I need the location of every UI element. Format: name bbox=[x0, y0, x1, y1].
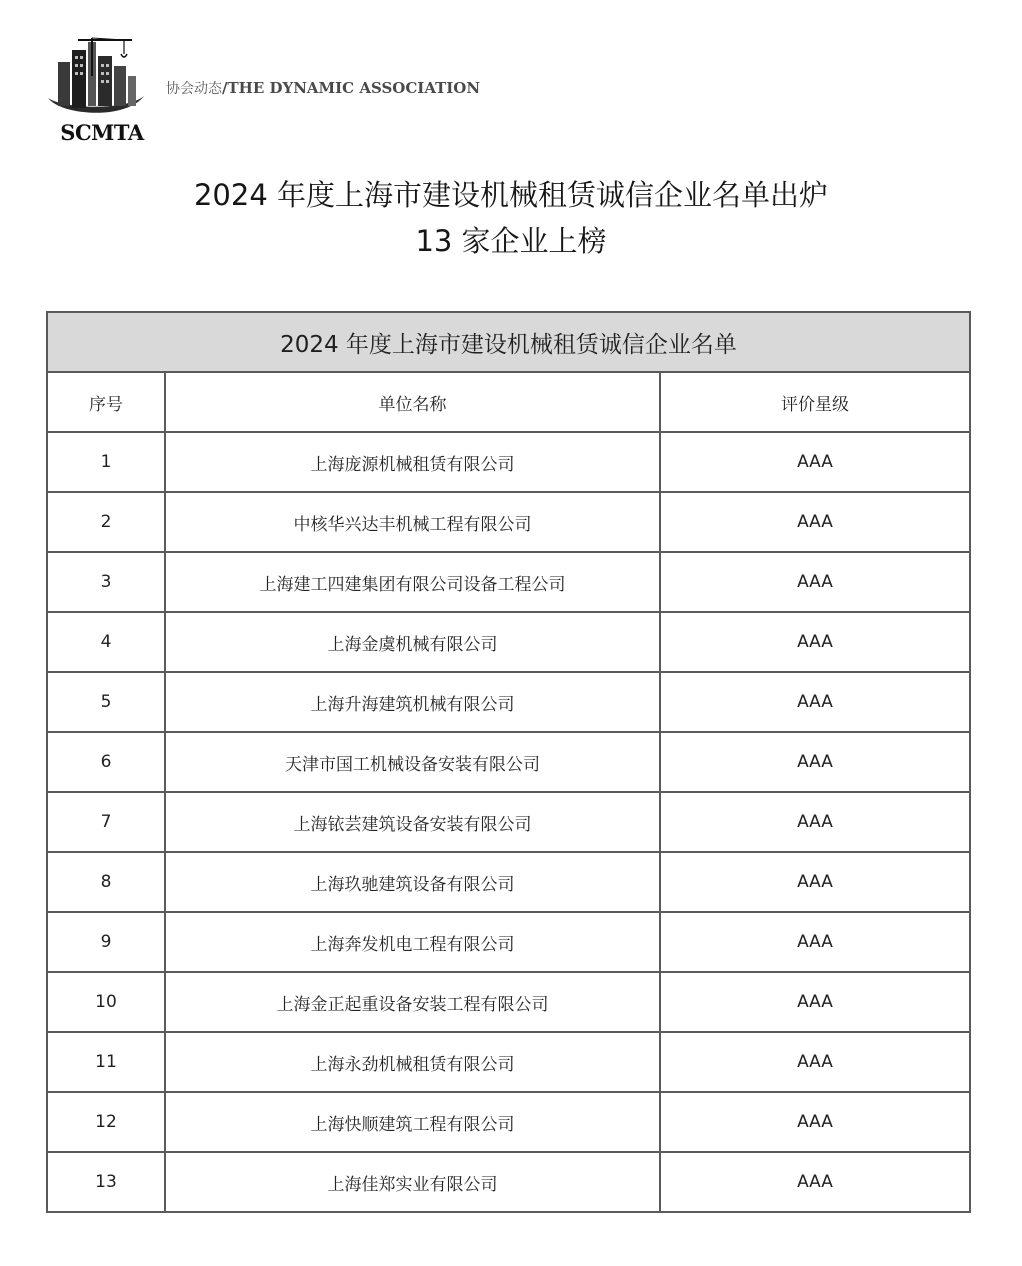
row-rating: AAA bbox=[660, 1152, 970, 1212]
table-row bbox=[47, 552, 970, 612]
row-rating: AAA bbox=[660, 1092, 970, 1152]
column-header-rating: 评价星级 bbox=[660, 372, 970, 432]
row-company: 上海庞源机械租赁有限公司 bbox=[165, 432, 660, 492]
table-row bbox=[47, 492, 970, 552]
page-title bbox=[0, 172, 1022, 264]
building-crane-icon bbox=[44, 36, 148, 120]
row-index: 2 bbox=[47, 492, 165, 552]
tagline-en: THE DYNAMIC ASSOCIATION bbox=[227, 79, 481, 97]
row-company: 上海金虞机械有限公司 bbox=[165, 612, 660, 672]
row-company: 上海玖驰建筑设备有限公司 bbox=[165, 852, 660, 912]
row-rating: AAA bbox=[660, 852, 970, 912]
row-index: 1 bbox=[47, 432, 165, 492]
row-index: 9 bbox=[47, 912, 165, 972]
table-row bbox=[47, 672, 970, 732]
row-company: 天津市国工机械设备安装有限公司 bbox=[165, 732, 660, 792]
table-row bbox=[47, 1152, 970, 1212]
row-rating: AAA bbox=[660, 612, 970, 672]
row-index: 5 bbox=[47, 672, 165, 732]
enterprise-table bbox=[46, 311, 971, 1213]
table-row bbox=[47, 912, 970, 972]
tagline-cn: 协会动态 bbox=[166, 81, 222, 97]
logo-text: SCMTA bbox=[60, 120, 144, 145]
table-header-row bbox=[47, 372, 970, 432]
title-line-2: 13 家企业上榜 bbox=[415, 224, 607, 258]
row-rating: AAA bbox=[660, 972, 970, 1032]
row-company: 上海快顺建筑工程有限公司 bbox=[165, 1092, 660, 1152]
row-company: 上海佳郑实业有限公司 bbox=[165, 1152, 660, 1212]
table-row bbox=[47, 792, 970, 852]
table-row bbox=[47, 732, 970, 792]
row-rating: AAA bbox=[660, 432, 970, 492]
row-company: 上海铱芸建筑设备安装有限公司 bbox=[165, 792, 660, 852]
row-index: 12 bbox=[47, 1092, 165, 1152]
column-header-company: 单位名称 bbox=[165, 372, 660, 432]
row-rating: AAA bbox=[660, 492, 970, 552]
row-company: 中核华兴达丰机械工程有限公司 bbox=[165, 492, 660, 552]
table-caption: 2024 年度上海市建设机械租赁诚信企业名单 bbox=[47, 312, 970, 372]
row-index: 11 bbox=[47, 1032, 165, 1092]
table-row bbox=[47, 972, 970, 1032]
table-row bbox=[47, 852, 970, 912]
table-row bbox=[47, 432, 970, 492]
row-index: 10 bbox=[47, 972, 165, 1032]
row-company: 上海建工四建集团有限公司设备工程公司 bbox=[165, 552, 660, 612]
table-caption-row bbox=[47, 312, 970, 372]
row-index: 8 bbox=[47, 852, 165, 912]
table-row bbox=[47, 1092, 970, 1152]
enterprise-table-container bbox=[46, 311, 969, 1213]
row-index: 13 bbox=[47, 1152, 165, 1212]
row-index: 4 bbox=[47, 612, 165, 672]
row-index: 3 bbox=[47, 552, 165, 612]
title-line-1: 2024 年度上海市建设机械租赁诚信企业名单出炉 bbox=[193, 178, 829, 212]
row-company: 上海永劲机械租赁有限公司 bbox=[165, 1032, 660, 1092]
tagline bbox=[166, 78, 480, 98]
row-rating: AAA bbox=[660, 792, 970, 852]
row-rating: AAA bbox=[660, 552, 970, 612]
row-company: 上海奔发机电工程有限公司 bbox=[165, 912, 660, 972]
table-row bbox=[47, 1032, 970, 1092]
row-company: 上海金正起重设备安装工程有限公司 bbox=[165, 972, 660, 1032]
row-index: 7 bbox=[47, 792, 165, 852]
column-header-index: 序号 bbox=[47, 372, 165, 432]
row-company: 上海升海建筑机械有限公司 bbox=[165, 672, 660, 732]
row-rating: AAA bbox=[660, 912, 970, 972]
row-rating: AAA bbox=[660, 732, 970, 792]
tagline-separator: / bbox=[222, 79, 228, 97]
scmta-logo bbox=[44, 36, 148, 148]
row-rating: AAA bbox=[660, 1032, 970, 1092]
row-rating: AAA bbox=[660, 672, 970, 732]
page-header bbox=[0, 0, 1022, 160]
row-index: 6 bbox=[47, 732, 165, 792]
table-row bbox=[47, 612, 970, 672]
